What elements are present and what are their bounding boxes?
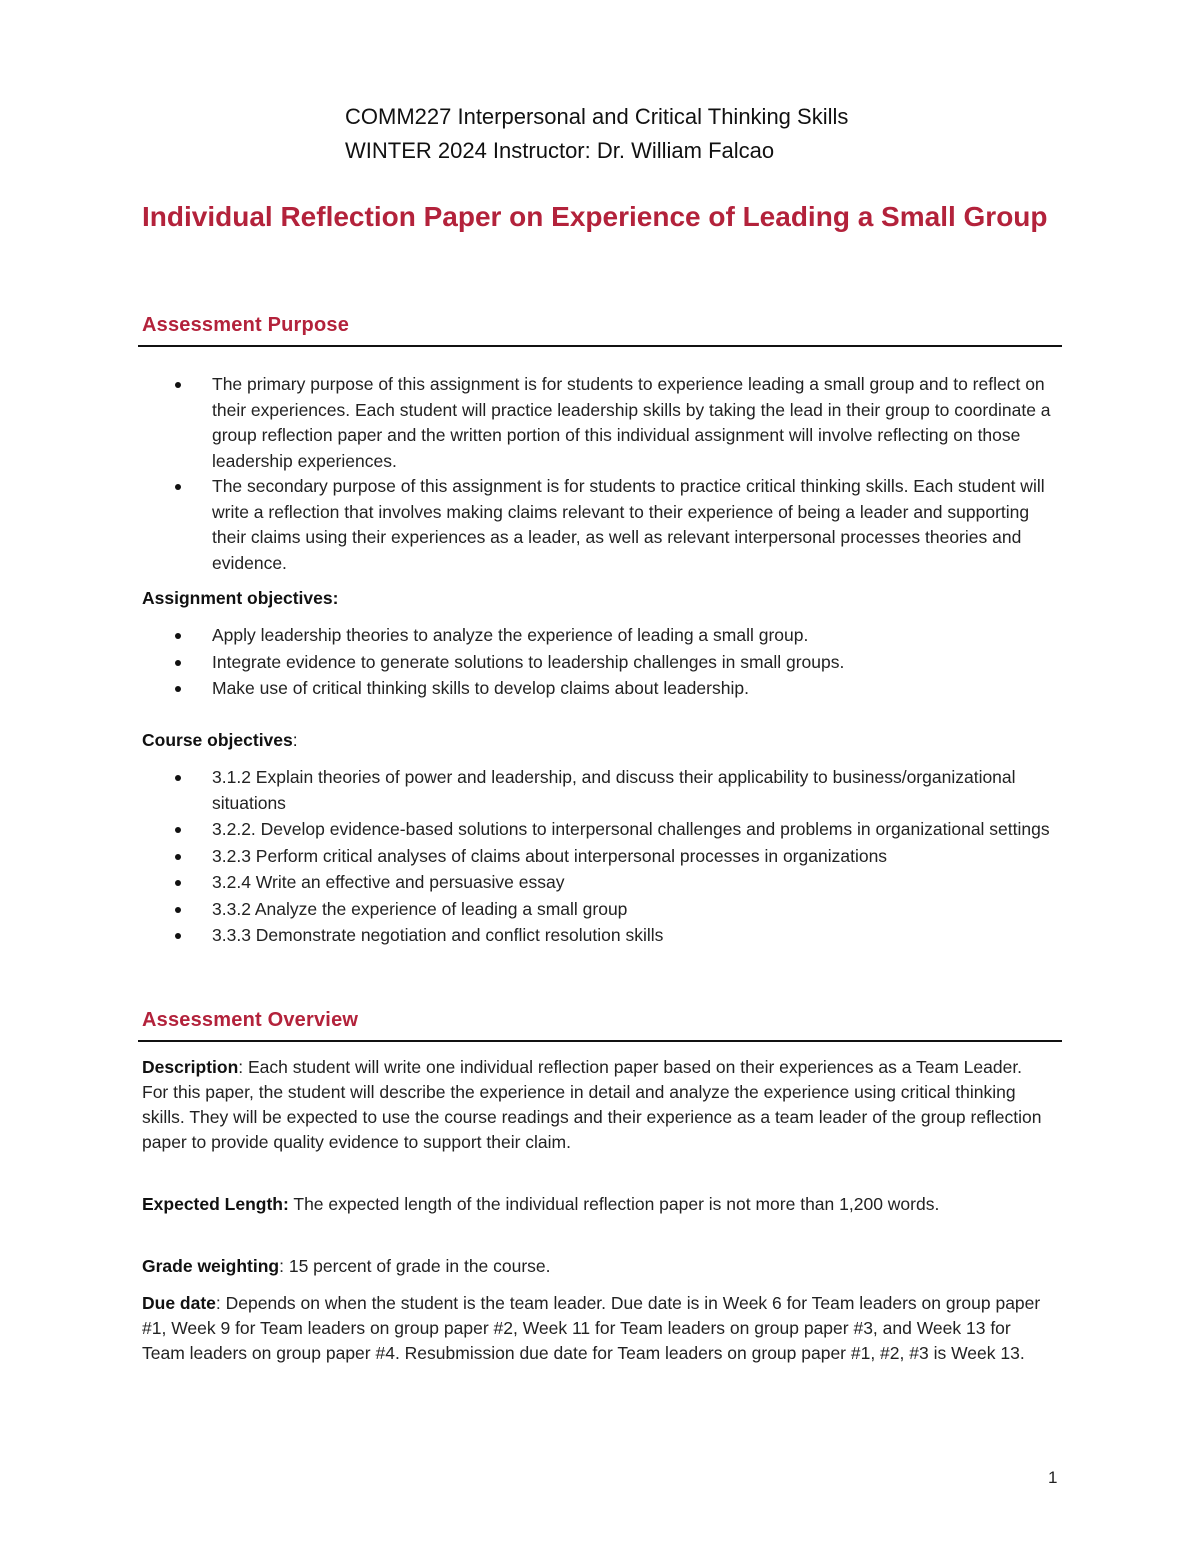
list-item: The secondary purpose of this assignment is for students to practice critical thinking skills. Each student will write a reflection that involves making claims relevant to their experience of being a leader and supporting their claims using their experiences as a leader, as well as relevant interpersonal processes theories and evidence. [142,474,1062,576]
list-item: 3.2.3 Perform critical analyses of claims about interpersonal processes in organizations [142,844,1062,870]
list-item: 3.3.2 Analyze the experience of leading a small group [142,897,1062,923]
page-number: 1 [1048,1468,1058,1487]
grade-weighting-paragraph: Grade weighting: 15 percent of grade in the course. [142,1256,551,1276]
bullet-icon [175,686,181,692]
list-item: The primary purpose of this assignment is for students to experience leading a small group and to reflect on their experiences. Each student will practice leadership skills by taking the lead in their group to coordinate a group reflection paper and the written portion of this individual assignment will involve reflecting on those leadership experiences. [142,372,1062,474]
bullet-icon [175,854,181,860]
bullet-icon [175,633,181,639]
course-objectives-label: Course objectives: [142,730,298,750]
assignment-objectives-list [142,623,1062,702]
list-item: 3.2.2. Develop evidence-based solutions to interpersonal challenges and problems in organizational settings [142,817,1062,843]
list-item: 3.3.3 Demonstrate negotiation and conflict resolution skills [142,923,1062,949]
assessment-purpose-list [142,372,1062,576]
course-objectives-list [142,765,1062,949]
bullet-icon [175,933,181,939]
list-item: 3.1.2 Explain theories of power and leadership, and discuss their applicability to business/organizational situations [142,765,1062,816]
bullet-icon [175,827,181,833]
description-paragraph: Description: Each student will write one individual reflection paper based on their experiences as a Team Leader. For this paper, the student will describe the experience in detail and analyze the experience using critical thinking skills. They will be expected to use the course readings and their experience as a team leader of the group reflection paper to provide quality evidence to support their claim. [142,1057,1042,1152]
section-divider [138,1040,1062,1042]
term-instructor-line: WINTER 2024 Instructor: Dr. William Falcao [345,138,775,163]
bullet-icon [175,382,181,388]
bullet-icon [175,775,181,781]
list-item: Integrate evidence to generate solutions to leadership challenges in small groups. [142,650,1062,676]
bullet-icon [175,484,181,490]
list-item: 3.2.4 Write an effective and persuasive essay [142,870,1062,896]
expected-length-paragraph: Expected Length: The expected length of the individual reflection paper is not more than 1,200 words. [142,1194,940,1214]
list-item: Make use of critical thinking skills to develop claims about leadership. [142,676,1062,702]
course-header [345,100,1105,168]
course-title-line: COMM227 Interpersonal and Critical Thinking Skills [345,104,849,129]
list-item: Apply leadership theories to analyze the experience of leading a small group. [142,623,1062,649]
bullet-icon [175,880,181,886]
document-title: Individual Reflection Paper on Experience of Leading a Small Group [142,201,1048,232]
bullet-icon [175,907,181,913]
assessment-purpose-heading: Assessment Purpose [142,314,350,336]
assessment-overview-heading: Assessment Overview [142,1009,359,1031]
assignment-objectives-label: Assignment objectives: [142,588,339,608]
bullet-icon [175,660,181,666]
due-date-paragraph: Due date: Depends on when the student is the team leader. Due date is in Week 6 for Team leaders on group paper #1, Week 9 for Team leaders on group paper #2, Week 11 for Team leaders on group paper #3, and Week 13 for Team leaders on group paper #4. Resubmission due date for Team leaders on group paper #1, #2, #3 is Week 13. [142,1293,1041,1363]
section-divider [138,345,1062,347]
